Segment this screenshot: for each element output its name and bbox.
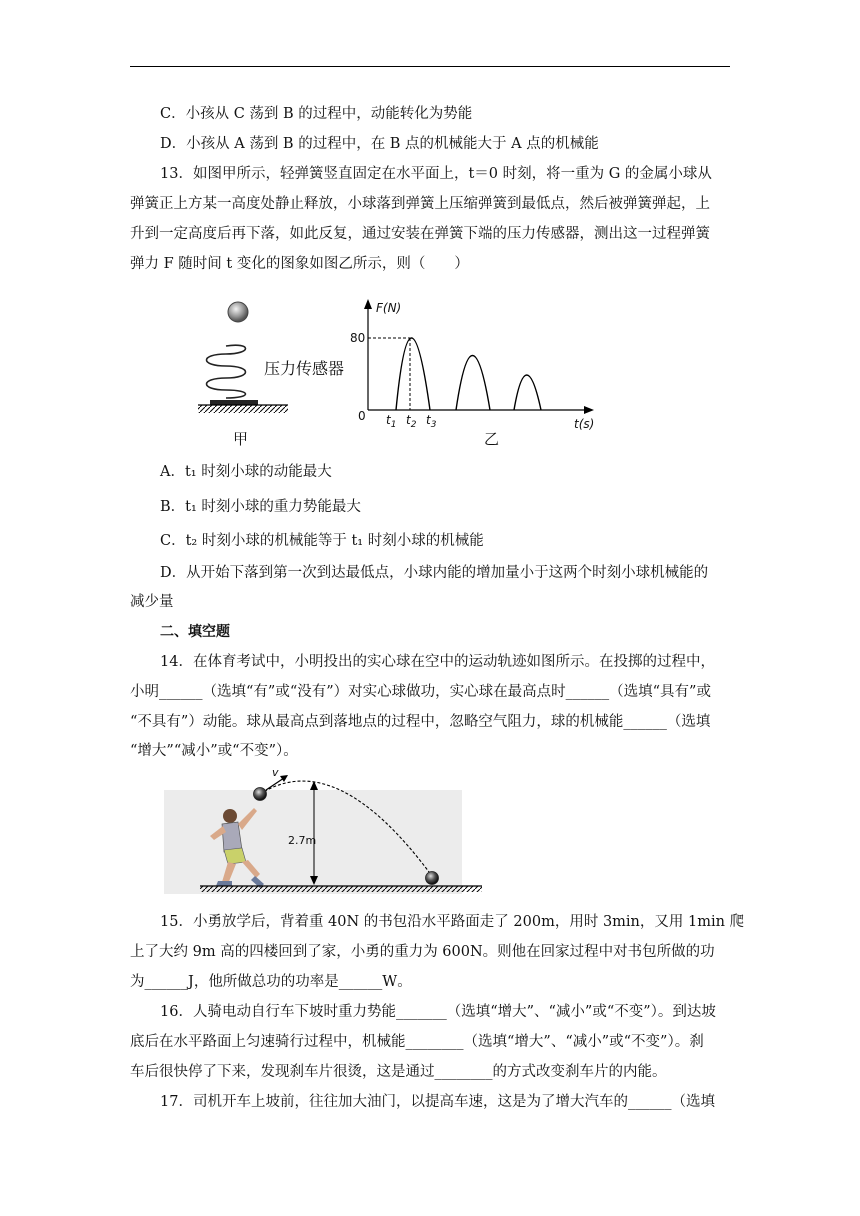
question-16-line2: 底后在水平路面上匀速骑行过程中，机械能________（选填“增大”、“减小”或“不变”）。刹 — [130, 1034, 704, 1050]
section-heading-fill-in: 二、填空题 — [160, 624, 230, 640]
option-13d-line1: D．从开始下落到第一次到达最低点，小球内能的增加量小于这两个时刻小球机械能的 — [160, 565, 709, 581]
ball-ground — [426, 872, 439, 885]
tick-t3: $t_3$ — [426, 413, 437, 430]
question-15-line1: 15．小勇放学后，背着重 40N 的书包沿水平路面走了 200m，用时 3min，又用 1min 爬 — [160, 914, 745, 930]
question-13-line4: 弹力 F 随时间 t 变化的图象如图乙所示，则（ ） — [130, 256, 469, 272]
figure-14-shot-put — [160, 764, 490, 898]
figure-jia — [180, 292, 360, 452]
question-14-line1: 14．在体育考试中，小明投出的实心球在空中的运动轨迹如图所示。在投掷的过程中， — [160, 654, 715, 670]
option-13b: B．t₁ 时刻小球的重力势能最大 — [160, 499, 361, 515]
pulse-2 — [456, 356, 490, 411]
x-axis-label: t(s) — [574, 417, 595, 431]
height-label: 2.7m — [288, 834, 317, 847]
question-17-line1: 17．司机开车上坡前，往往加大油门，以提高车速，这是为了增大汽车的______（选填 — [160, 1094, 715, 1110]
figure-jia-caption: 甲 — [233, 430, 249, 448]
figure-yi-caption: 乙 — [484, 430, 500, 448]
ground-hatch-14 — [200, 886, 482, 892]
question-13-line3: 升到一定高度后再下落，如此反复，通过安装在弹簧下端的压力传感器，测出这一过程弹簧 — [130, 226, 710, 242]
question-14-line2: 小明______（选填“有”或“没有”）对实心球做功，实心球在最高点时______（选填“具有”或 — [130, 684, 711, 700]
figure-yi — [350, 292, 620, 452]
question-14-line3: “不具有”）动能。球从最高点到落地点的过程中，忽略空气阻力，球的机械能______（选填 — [130, 714, 711, 730]
ground-hatch — [198, 405, 288, 413]
peak-value-label: 80 — [350, 331, 366, 345]
pulse-1 — [396, 338, 430, 410]
option-13c: C．t₂ 时刻小球的机械能等于 t₁ 时刻小球的机械能 — [160, 533, 484, 549]
option-13d-line2: 减少量 — [130, 594, 174, 610]
option-12d: D．小孩从 A 荡到 B 的过程中，在 B 点的机械能大于 A 点的机械能 — [160, 136, 599, 152]
sensor-label: 压力传感器 — [264, 359, 345, 378]
pressure-sensor — [210, 400, 258, 405]
option-12c: C．小孩从 C 荡到 B 的过程中，动能转化为势能 — [160, 106, 473, 122]
question-16-line3: 车后很快停了下来，发现刹车片很烫，这是通过________的方式改变刹车片的内能。 — [130, 1064, 667, 1080]
question-13-line2: 弹簧正上方某一高度处静止释放，小球落到弹簧上压缩弹簧到最低点，然后被弹簧弹起，上 — [130, 196, 710, 212]
origin-label: 0 — [358, 409, 366, 423]
spring — [207, 345, 246, 398]
metal-ball — [228, 302, 248, 322]
question-15-line2: 上了大约 9m 高的四楼回到了家，小勇的重力为 600N。则他在回家过程中对书包所做的功 — [130, 944, 715, 960]
ball-top — [254, 788, 267, 801]
pulse-3 — [514, 375, 541, 410]
velocity-arrow — [266, 778, 284, 790]
option-13a: A．t₁ 时刻小球的动能最大 — [160, 464, 332, 480]
question-16-line1: 16．人骑电动自行车下坡时重力势能_______（选填“增大”、“减小”或“不变”）。到达坡 — [160, 1004, 716, 1020]
header-rule — [130, 66, 730, 67]
y-axis-label: F(N) — [376, 301, 402, 315]
tick-t2: $t_2$ — [406, 413, 417, 430]
tick-t1: $t_1$ — [386, 413, 397, 430]
question-15-line3: 为______J，他所做总功的功率是______W。 — [130, 974, 412, 990]
velocity-label: v — [272, 766, 279, 779]
question-14-line4: “增大”“减小”或“不变”）。 — [130, 743, 298, 759]
question-13-line1: 13．如图甲所示，轻弹簧竖直固定在水平面上，t＝0 时刻，将一重为 G 的金属小球从 — [160, 166, 712, 182]
